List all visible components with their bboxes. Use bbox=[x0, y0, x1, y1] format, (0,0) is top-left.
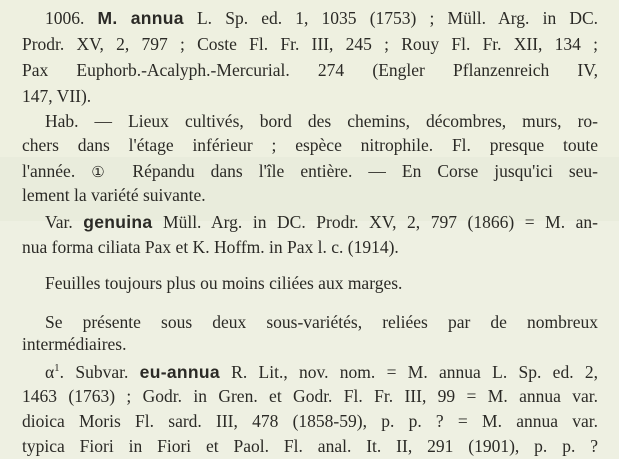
entry-species: annua bbox=[130, 8, 184, 28]
subvariety-name: eu-annua bbox=[139, 362, 220, 382]
leaves-note: Feuilles toujours plus ou moins ciliées aux marges. bbox=[45, 273, 403, 293]
entry-citation: L. Sp. ed. 1, 1035 (1753) ; Müll. Arg. in DC. bbox=[196, 8, 599, 28]
subvariety-marker-sup: 1 bbox=[54, 362, 60, 375]
habitat-year-text: l'année. bbox=[22, 161, 76, 181]
habitat-line-3 bbox=[22, 160, 598, 183]
entry-line-2: Prodr. XV, 2, 797 ; Coste Fl. Fr. III, 245 ; Rouy Fl. Fr. XII, 134 ; bbox=[22, 34, 598, 54]
entry-genus: M. bbox=[97, 8, 118, 28]
subvariety-label: . Subvar. bbox=[59, 362, 129, 382]
variety-line-1 bbox=[45, 211, 598, 233]
entry-line-4: 147, VII). bbox=[22, 86, 92, 106]
variety-name: genuina bbox=[83, 212, 153, 232]
variety-line-2: nua forma ciliata Pax et K. Hoffm. in Pax l. c. (1914). bbox=[22, 237, 399, 257]
annual-symbol: ① bbox=[91, 163, 117, 181]
habitat-line-4: lement la variété suivante. bbox=[22, 185, 206, 205]
entry-line-3: Pax Euphorb.-Acalyph.-Mercurial. 274 (Engler Pflanzenreich IV, bbox=[22, 60, 598, 80]
subvariety-marker: $\alpha^1$. Subvar. bbox=[45, 362, 129, 382]
variety-prefix: Var. bbox=[45, 212, 73, 232]
subvariety-line-3: dioica Moris Fl. sard. III, 478 (1858-59), p. p. ? = M. annua var. bbox=[22, 411, 598, 431]
habitat-distribution: Répandu dans l'île entière. — En Corse jusqu'ici seu- bbox=[132, 161, 599, 181]
entry-number: 1006. bbox=[45, 8, 85, 28]
subvarieties-line-2: intermédiaires. bbox=[22, 334, 127, 354]
subvariety-line-4: typica Fiori in Fiori et Paol. Fl. anal. It. II, 291 (1901), p. p. ? bbox=[22, 436, 598, 456]
habitat-line-1: Hab. — Lieux cultivés, bord des chemins, décombres, murs, ro- bbox=[45, 111, 598, 131]
subvarieties-line-1: Se présente sous deux sous-variétés, reliées par de nombreux bbox=[45, 312, 598, 332]
subvariety-line-1 bbox=[45, 361, 598, 383]
subvariety-line-2: 1463 (1763) ; Godr. in Gren. et Godr. Fl. Fr. III, 99 = M. annua var. bbox=[22, 386, 598, 406]
variety-citation: Müll. Arg. in DC. Prodr. XV, 2, 797 (1866) = M. an- bbox=[163, 212, 599, 232]
entry-line-1 bbox=[45, 7, 598, 29]
habitat-line-2: chers dans l'étage inférieur ; espèce nitrophile. Fl. presque toute bbox=[22, 135, 598, 155]
subvariety-citation: R. Lit., nov. nom. = M. annua L. Sp. ed. 2, bbox=[231, 362, 599, 382]
